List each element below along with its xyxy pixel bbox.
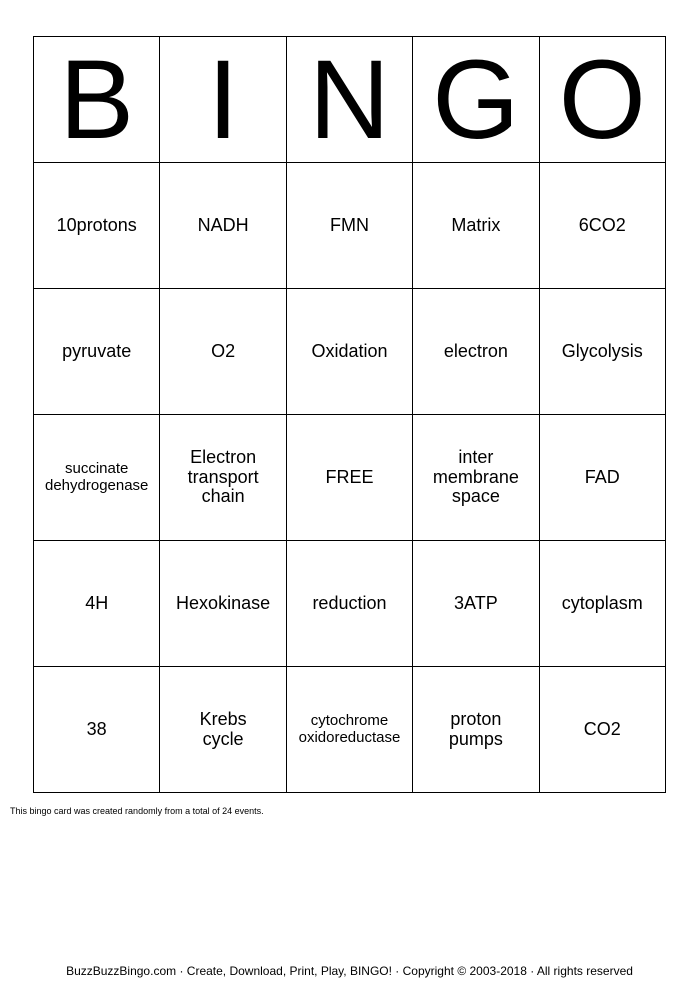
card-row	[34, 541, 666, 667]
cell-text: pyruvate	[62, 340, 132, 361]
cell-text: FMN	[329, 214, 369, 235]
bingo-card	[33, 36, 666, 793]
footer-copyright: BuzzBuzzBingo.com · Create, Download, Print, Play, BINGO! · Copyright © 2003-2018 · All rights reserved	[66, 964, 633, 978]
bingo-cell	[160, 415, 286, 541]
cell-text: O2	[211, 340, 236, 361]
header-letter-o: O	[539, 37, 665, 163]
bingo-cell	[413, 289, 539, 415]
bingo-cell	[539, 415, 665, 541]
header-letter-i: I	[160, 37, 286, 163]
cell-text: Electron transport chain	[187, 447, 259, 507]
cell-text: Hexokinase	[176, 592, 271, 613]
bingo-cell	[413, 541, 539, 667]
bingo-cell	[539, 289, 665, 415]
cell-text: cytochrome oxidoreductase	[298, 712, 401, 746]
bingo-cell	[286, 541, 412, 667]
cell-text: 4H	[85, 592, 109, 613]
bingo-cell	[160, 289, 286, 415]
bingo-cell	[286, 163, 412, 289]
bingo-cell	[413, 667, 539, 793]
cell-text: CO2	[583, 718, 621, 739]
cell-text: Oxidation	[311, 340, 388, 361]
bingo-cell	[34, 667, 160, 793]
bingo-cell	[539, 163, 665, 289]
header-letter-n: N	[286, 37, 412, 163]
header-letter-b: B	[34, 37, 160, 163]
bingo-cell	[539, 541, 665, 667]
bingo-cell	[286, 289, 412, 415]
bingo-cell	[286, 667, 412, 793]
header-letter-g: G	[413, 37, 539, 163]
bingo-cell	[413, 163, 539, 289]
cell-text: inter membrane space	[432, 447, 519, 507]
bingo-cell	[34, 541, 160, 667]
cell-text: Glycolysis	[561, 340, 643, 361]
cell-text: NADH	[197, 214, 249, 235]
cell-text: 3ATP	[454, 592, 498, 613]
bingo-cell	[34, 289, 160, 415]
cell-text: succinate dehydrogenase	[44, 460, 149, 494]
bingo-cell	[160, 667, 286, 793]
bingo-cell	[34, 163, 160, 289]
card-note: This bingo card was created randomly from a total of 24 events.	[10, 806, 264, 816]
cell-text: electron	[443, 340, 508, 361]
cell-text: FAD	[584, 466, 620, 487]
card-row	[34, 163, 666, 289]
cell-text: 38	[86, 718, 107, 739]
bingo-cell	[34, 415, 160, 541]
cell-text: FREE	[325, 466, 374, 487]
bingo-cell	[160, 541, 286, 667]
card-row	[34, 667, 666, 793]
cell-text: 10protons	[56, 214, 137, 235]
card-row	[34, 289, 666, 415]
cell-text: cytoplasm	[561, 592, 643, 613]
free-cell	[286, 415, 412, 541]
cell-text: 6CO2	[578, 214, 626, 235]
cell-text: reduction	[312, 592, 387, 613]
bingo-cell	[413, 415, 539, 541]
cell-text: Krebs cycle	[199, 709, 247, 749]
card-row	[34, 415, 666, 541]
header-row	[34, 37, 666, 163]
cell-text: proton pumps	[448, 709, 503, 749]
bingo-cell	[160, 163, 286, 289]
bingo-cell	[539, 667, 665, 793]
cell-text: Matrix	[451, 214, 501, 235]
